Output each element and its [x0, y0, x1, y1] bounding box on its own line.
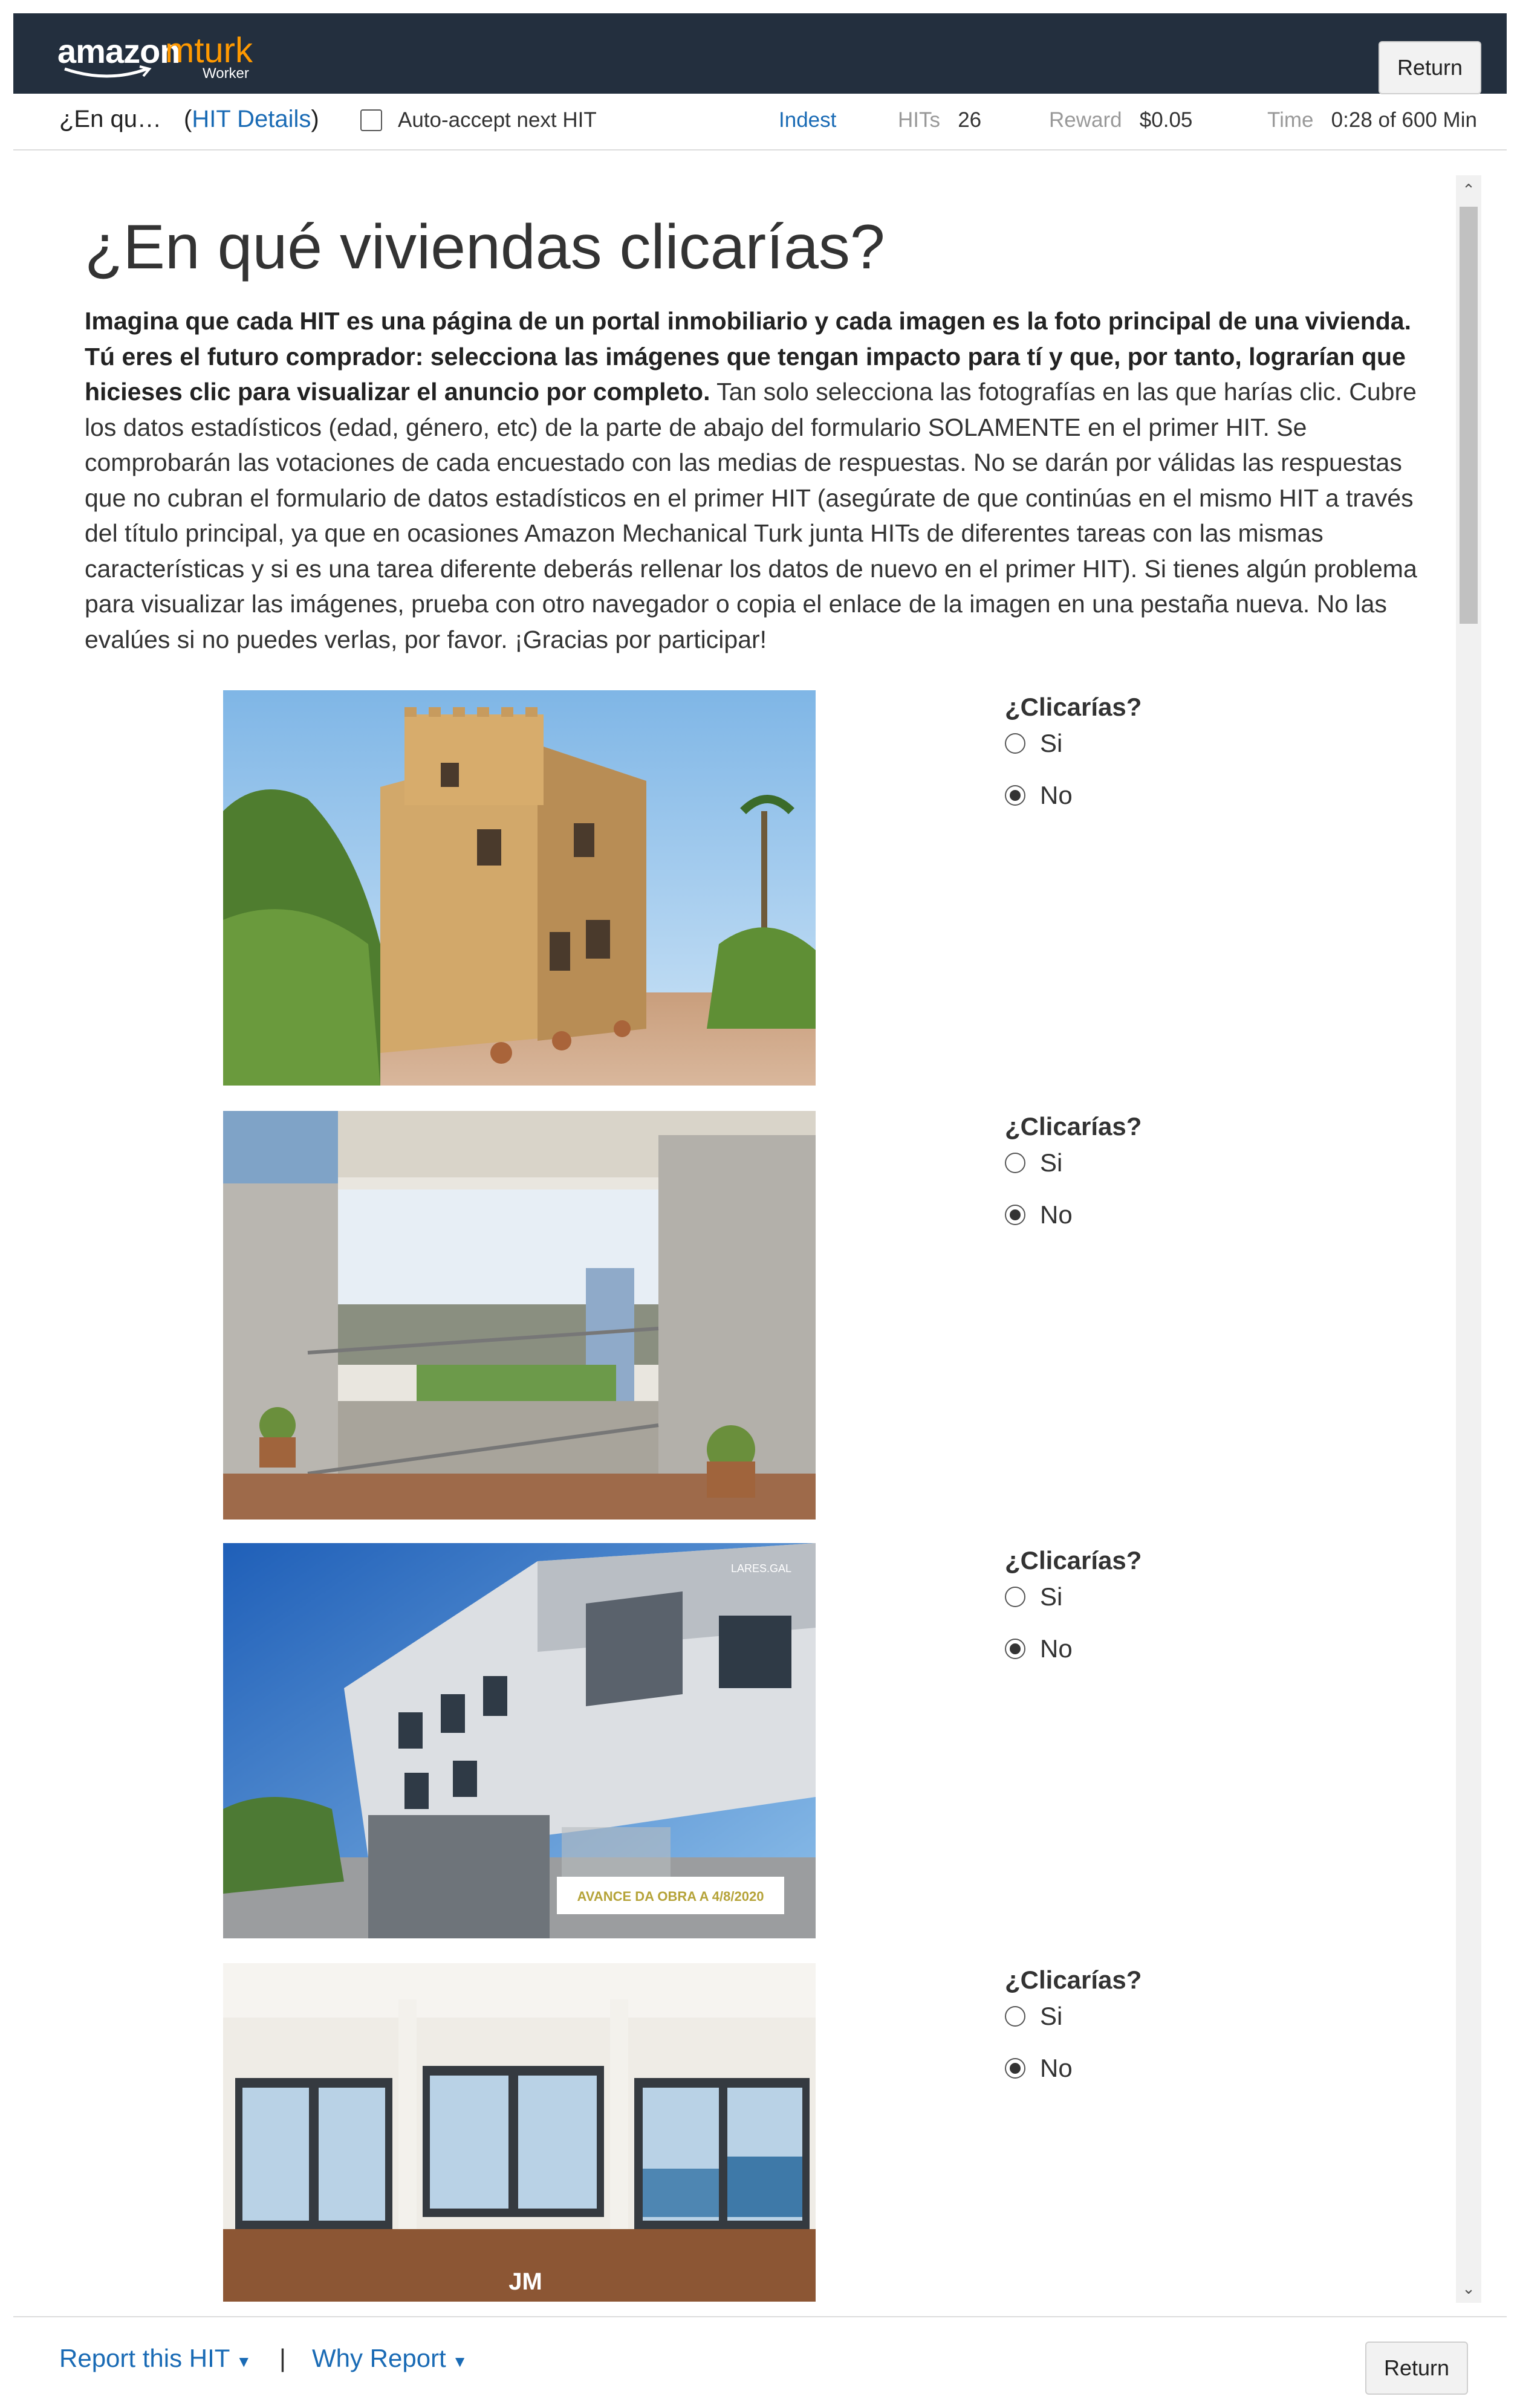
option-si-label[interactable]: Si	[1040, 729, 1063, 757]
question-2-option-no[interactable]	[1005, 1200, 1073, 1229]
reward	[1049, 108, 1192, 132]
task-title-short: ¿En qu…	[59, 106, 161, 132]
question-1-option-no[interactable]	[1005, 781, 1073, 810]
requester-link[interactable]: Indest	[779, 108, 837, 132]
question-3	[1005, 1546, 1247, 1663]
hits-count	[898, 108, 981, 132]
task-title: ¿En qué viviendas clicarías?	[85, 212, 885, 282]
auto-accept-checkbox[interactable]	[360, 109, 382, 131]
footer-separator: |	[279, 2344, 286, 2372]
option-si-label[interactable]: Si	[1040, 1582, 1063, 1611]
photo-balcony-image	[223, 1111, 816, 1520]
question-1	[1005, 693, 1247, 809]
logo-mturk-text: mturk	[165, 31, 253, 70]
hit-details	[184, 106, 319, 133]
question-4	[1005, 1966, 1247, 2082]
footer-bar	[13, 2316, 1507, 2408]
radio-si-3[interactable]	[1005, 1587, 1025, 1607]
option-no-label[interactable]: No	[1040, 2054, 1073, 2082]
property-photo-3	[223, 1543, 816, 1938]
photo-watermark-lares: LARES.GAL	[731, 1562, 792, 1575]
why-report-label[interactable]: Why Report	[312, 2344, 446, 2372]
option-si-label[interactable]: Si	[1040, 1148, 1063, 1177]
time-remaining	[1267, 108, 1477, 132]
question-4-option-si[interactable]	[1005, 2002, 1062, 2031]
task-instructions	[85, 303, 1439, 657]
paren-close: )	[311, 106, 319, 132]
why-report-link[interactable]	[312, 2344, 467, 2373]
auto-accept-label[interactable]: Auto-accept next HIT	[398, 108, 597, 132]
hit-details-link[interactable]: HIT Details	[192, 106, 311, 132]
question-3-label: ¿Clicarías?	[1005, 1546, 1142, 1575]
radio-si-2[interactable]	[1005, 1153, 1025, 1173]
scroll-up-icon[interactable]: ⌃	[1462, 181, 1475, 199]
question-4-label: ¿Clicarías?	[1005, 1966, 1142, 1994]
hits-label: HITs	[898, 108, 940, 132]
property-photo-1	[223, 690, 816, 1086]
radio-no-4[interactable]	[1005, 2058, 1025, 2079]
hits-value: 26	[958, 108, 982, 132]
report-hit-label[interactable]: Report this HIT	[59, 2344, 230, 2372]
question-3-option-si[interactable]	[1005, 1582, 1062, 1611]
return-button-top[interactable]: Return	[1379, 41, 1481, 94]
hit-info-bar	[13, 94, 1507, 150]
caret-down-icon[interactable]: ▼	[452, 2352, 468, 2371]
amazon-smile-icon	[62, 65, 153, 81]
radio-no-3[interactable]	[1005, 1639, 1025, 1659]
task-content-frame	[13, 175, 1452, 2303]
question-2-label: ¿Clicarías?	[1005, 1112, 1142, 1141]
property-photo-2	[223, 1111, 816, 1520]
paren-open: (	[184, 106, 192, 132]
logo-amazon-text: amazon	[57, 32, 180, 70]
photo-building-image	[223, 1543, 816, 1938]
report-hit-link[interactable]	[59, 2344, 252, 2373]
question-1-option-si[interactable]	[1005, 729, 1062, 758]
photo-interior-image	[223, 1963, 816, 2302]
option-no-label[interactable]: No	[1040, 781, 1073, 809]
logo-worker-text: Worker	[203, 65, 249, 82]
instructions-bold: Imagina que cada HIT es una página de un portal inmobiliario y cada imagen es la foto principal de una vivienda. Tú eres el futuro comprador: selecciona las imágenes que tengan impacto para tí y que, por tanto, lograrían que hicieses clic para visualizar el anuncio por completo.	[85, 307, 1412, 406]
scrollbar-thumb[interactable]	[1460, 207, 1478, 624]
photo-banner-avance: AVANCE DA OBRA A 4/8/2020	[577, 1889, 764, 1904]
instructions-rest: Tan solo selecciona las fotografías en las que harías clic. Cubre los datos estadísticos (edad, género, etc) de la parte de abajo del formulario SOLAMENTE en el primer HIT. Se comprobarán las votaciones de cada encuestado con las medias de respuestas. No se darán por válidas las respuestas que no cubran el formulario de datos estadísticos en el primer HIT (asegúrate de que continúas en el mismo HIT a través del título principal, ya que en ocasiones Amazon Mechanical Turk junta HITs de diferentes tareas con las mismas características y si es una tarea diferente deberás rellenar los datos de nuevo en el primer HIT). Si tienes algún problema para visualizar las imágenes, prueba con otro navegador o copia el enlace de la imagen en una pestaña nueva. No las evalúes si no puedes verlas, por favor. ¡Gracias por participar!	[85, 378, 1417, 653]
photo-villa-image	[223, 690, 816, 1086]
caret-down-icon[interactable]: ▼	[236, 2352, 252, 2371]
property-photo-4	[223, 1963, 816, 2302]
question-3-option-no[interactable]	[1005, 1634, 1073, 1663]
scroll-down-icon[interactable]: ⌄	[1462, 2279, 1475, 2297]
mturk-logo[interactable]	[57, 31, 257, 92]
option-si-label[interactable]: Si	[1040, 2002, 1063, 2030]
reward-value: $0.05	[1139, 108, 1193, 132]
option-no-label[interactable]: No	[1040, 1200, 1073, 1229]
radio-si-1[interactable]	[1005, 733, 1025, 754]
content-scrollbar[interactable]	[1456, 175, 1481, 2303]
photo-watermark-jm: JM	[508, 2268, 542, 2295]
time-label: Time	[1267, 108, 1314, 132]
radio-no-1[interactable]	[1005, 785, 1025, 806]
option-no-label[interactable]: No	[1040, 1634, 1073, 1663]
time-value: 0:28 of 600 Min	[1331, 108, 1477, 132]
reward-label: Reward	[1049, 108, 1122, 132]
question-2	[1005, 1112, 1247, 1229]
question-2-option-si[interactable]	[1005, 1148, 1062, 1177]
radio-no-2[interactable]	[1005, 1205, 1025, 1225]
top-navbar	[13, 13, 1507, 94]
question-4-option-no[interactable]	[1005, 2054, 1073, 2083]
radio-si-4[interactable]	[1005, 2006, 1025, 2027]
question-1-label: ¿Clicarías?	[1005, 693, 1142, 721]
return-button-bottom[interactable]: Return	[1365, 2342, 1468, 2395]
